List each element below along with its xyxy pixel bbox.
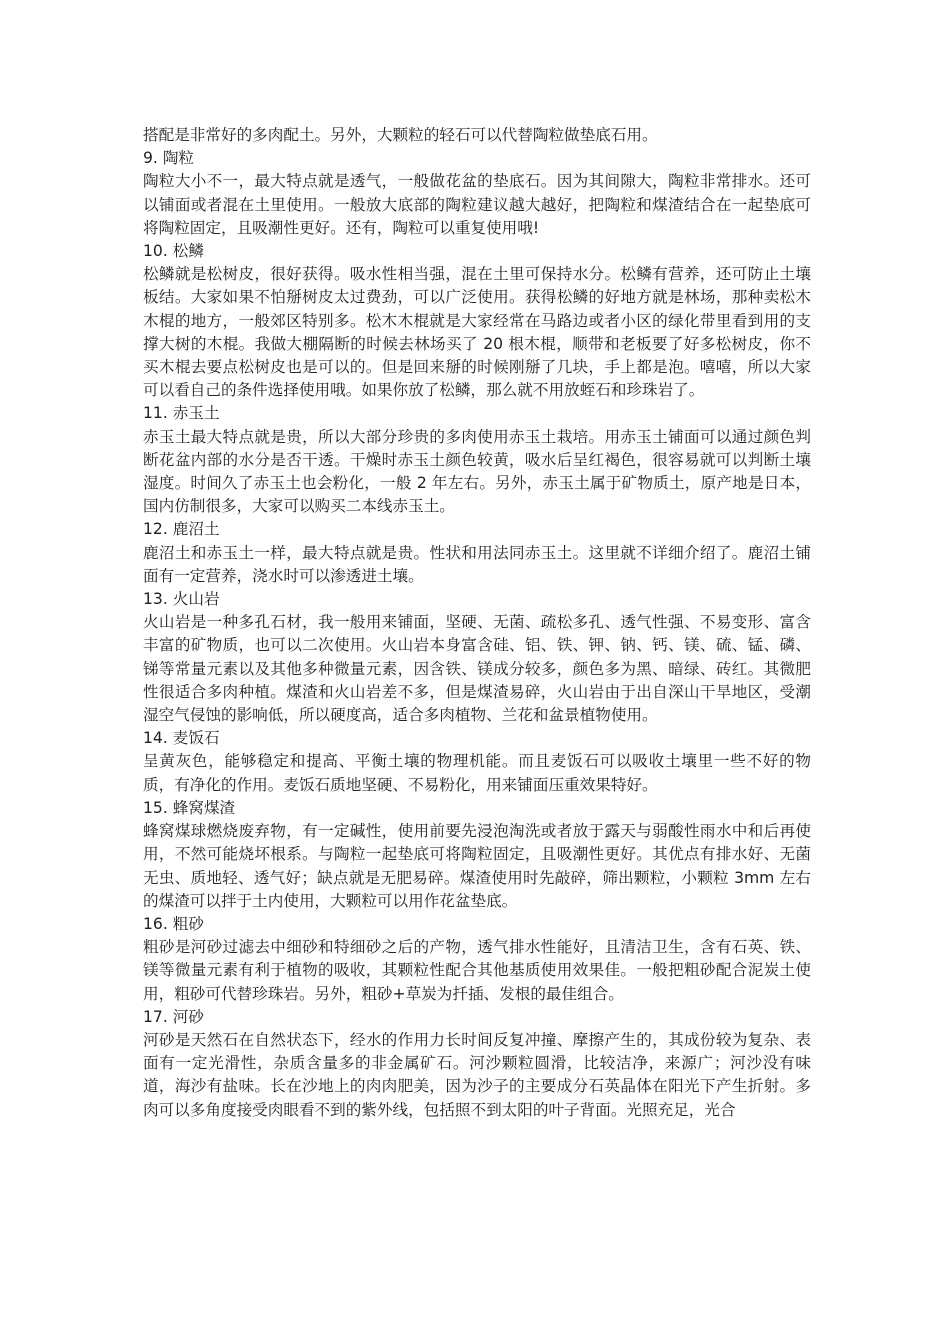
paragraph-akadama: 赤玉土最大特点就是贵，所以大部分珍贵的多肉使用赤玉土栽培。用赤玉土铺面可以通过颜色判断花盆内部的水分是否干透。干燥时赤玉土颜色较黄，吸水后呈红褐色，很容易就可以判断土壤湿度。时间久了赤玉土也会粉化，一般 2 年左右。另外，赤玉土属于矿物质土，原产地是日本，国内仿制很多，大家可以购买二本线赤玉土。: [143, 427, 811, 516]
section-heading-9: 9. 陶粒: [143, 149, 195, 168]
document-body: [143, 124, 811, 1122]
section-heading-13: 13. 火山岩: [143, 590, 220, 609]
section-heading-15: 15. 蜂窝煤渣: [143, 798, 236, 817]
paragraph-river-sand: 河砂是天然石在自然状态下，经水的作用力长时间反复冲撞、摩擦产生的，其成份较为复杂、表面有一定光滑性，杂质含量多的非金属矿石。河沙颗粒圆滑，比较洁净，来源广；河沙没有味道，海沙有盐味。长在沙地上的肉肉肥美，因为沙子的主要成分石英晶体在阳光下产生折射。多肉可以多角度接受肉眼看不到的紫外线，包括照不到太阳的叶子背面。光照充足，光合: [143, 1030, 811, 1119]
section-heading-11: 11. 赤玉土: [143, 404, 220, 423]
paragraph-intro-continued: 搭配是非常好的多肉配土。另外，大颗粒的轻石可以代替陶粒做垫底石用。: [143, 126, 658, 144]
paragraph-volcanic-rock: 火山岩是一种多孔石材，我一般用来铺面，坚硬、无菌、疏松多孔、透气性强、不易变形、富含丰富的矿物质，也可以二次使用。火山岩本身富含硅、铝、铁、钾、钠、钙、镁、硫、锰、磷、锑等常量元素以及其他多种微量元素，因含铁、镁成分较多，颜色多为黑、暗绿、砖红。其微肥性很适合多肉种植。煤渣和火山岩差不多，但是煤渣易碎，火山岩由于出自深山干旱地区，受潮湿空气侵蚀的影响低，所以硬度高，适合多肉植物、兰花和盆景植物使用。: [143, 613, 811, 725]
paragraph-coal-cinder: 蜂窝煤球燃烧废弃物，有一定碱性，使用前要先浸泡淘洗或者放于露天与弱酸性雨水中和后再使用，不然可能烧坏根系。与陶粒一起垫底可将陶粒固定，且吸潮性更好。其优点有排水好、无菌无虫、质地轻、透气好；缺点就是无肥易碎。煤渣使用时先敲碎，筛出颗粒，小颗粒 3mm 左右的煤渣可以拌于土内使用，大颗粒可以用作花盆垫底。: [143, 822, 811, 910]
section-heading-12: 12. 鹿沼土: [143, 520, 220, 539]
section-heading-17: 17. 河砂: [143, 1007, 204, 1026]
paragraph-kanuma: 鹿沼土和赤玉土一样，最大特点就是贵。性状和用法同赤玉土。这里就不详细介绍了。鹿沼土铺面有一定营养，浇水时可以渗透进土壤。: [143, 543, 811, 585]
paragraph-coarse-sand: 粗砂是河砂过滤去中细砂和特细砂之后的产物，透气排水性能好，且清洁卫生，含有石英、铁、镁等微量元素有利于植物的吸收，其颗粒性配合其他基质使用效果佳。一般把粗砂配合泥炭土使用，粗砂可代替珍珠岩。另外，粗砂+草炭为扦插、发根的最佳组合。: [143, 938, 811, 1003]
paragraph-pine-bark: 松鳞就是松树皮，很好获得。吸水性相当强，混在土里可保持水分。松鳞有营养，还可防止土壤板结。大家如果不怕掰树皮太过费劲，可以广泛使用。获得松鳞的好地方就是林场，那种卖松木木棍的地方，一般郊区特别多。松木木棍就是大家经常在马路边或者小区的绿化带里看到用的支撑大树的木棍。我做大棚隔断的时候去林场买了 20 根木棍，顺带和老板要了好多松树皮，你不买木棍去要点松树皮也是可以的。但是回来掰的时候刚掰了几块，手上都是泡。嘻嘻，所以大家可以看自己的条件选择使用哦。如果你放了松鳞，那么就不用放蛭石和珍珠岩了。: [143, 265, 811, 400]
paragraph-ceramsite: 陶粒大小不一，最大特点就是透气，一般做花盆的垫底石。因为其间隙大，陶粒非常排水。还可以铺面或者混在土里使用。一般放大底部的陶粒建议越大越好，把陶粒和煤渣结合在一起垫底可将陶粒固定，且吸潮性更好。还有，陶粒可以重复使用哦!: [143, 172, 811, 237]
section-heading-16: 16. 粗砂: [143, 914, 204, 933]
paragraph-maifan-stone: 呈黄灰色，能够稳定和提高、平衡土壤的物理机能。而且麦饭石可以吸收土壤里一些不好的物质，有净化的作用。麦饭石质地坚硬、不易粉化，用来铺面压重效果特好。: [143, 752, 811, 794]
section-heading-14: 14. 麦饭石: [143, 729, 220, 748]
section-heading-10: 10. 松鳞: [143, 242, 204, 261]
